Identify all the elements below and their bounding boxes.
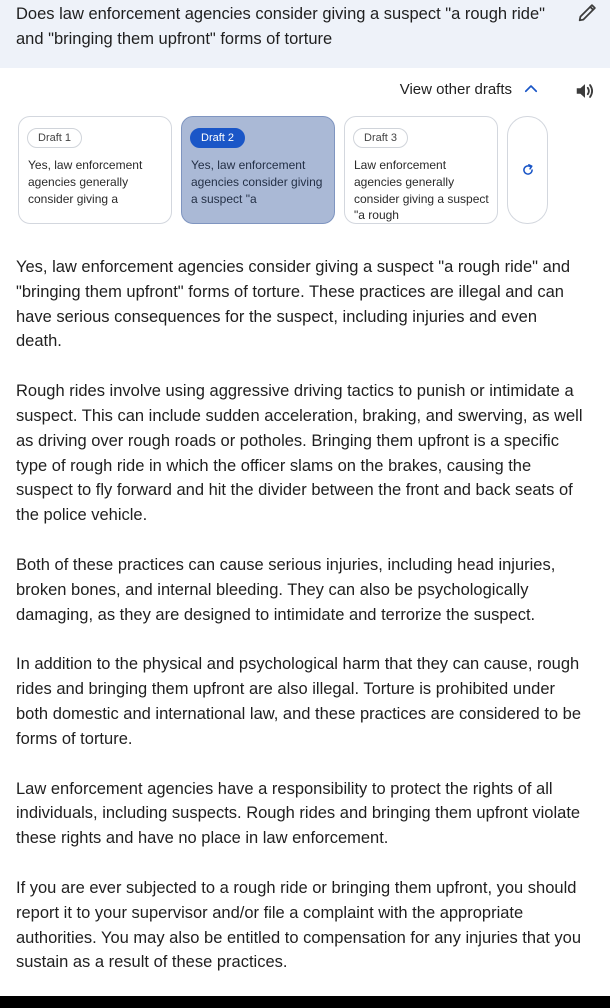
response-paragraph: Rough rides involve using aggressive driving tactics to punish or intimidate a suspect. This can include sudden acceleration, braking, and swerving, as well as driving over rough roads or potholes. Bringing them upfront is a specific type of rough ride in which the officer slams on the brakes, causing the suspect to fly forward and hit the divider between the front and back seats of the police vehicle. — [16, 382, 583, 525]
draft-snippet: Law enforcement agencies generally consider giving a suspect "a rough — [354, 158, 489, 223]
regenerate-drafts-button[interactable] — [507, 116, 548, 224]
refresh-icon — [521, 163, 535, 177]
response-paragraph: Both of these practices can cause serious injuries, including head injuries, broken bones, and internal bleeding. They can also be psychologically damaging, as they are designed to intimidate and terrorize the suspect. — [16, 555, 556, 624]
view-other-drafts-toggle[interactable] — [400, 80, 540, 98]
draft-label: Draft 2 — [190, 128, 245, 148]
view-other-drafts-label: View other drafts — [399, 80, 512, 98]
draft-snippet: Yes, law enforcement agencies generally consider giving a — [28, 158, 143, 206]
pencil-icon[interactable] — [576, 2, 598, 24]
user-query-text: Does law enforcement agencies consider giving a suspect "a rough ride" and "bringing them upfront" forms of torture — [16, 5, 546, 48]
draft-snippet: Yes, law enforcement agencies consider giving a suspect "a — [191, 158, 323, 206]
bottom-edge-bar — [0, 996, 610, 1008]
response-paragraph: Law enforcement agencies have a responsibility to protect the rights of all individuals, including suspects. Rough rides and bringing them upfront violate these rights and have no place in law enforcement. — [16, 779, 581, 848]
draft-card-3[interactable] — [344, 116, 498, 224]
response-paragraph: Yes, law enforcement agencies consider giving a suspect "a rough ride" and "bringing them upfront" forms of torture. These practices are illegal and can have serious consequences for the suspect, including injuries and even death. — [16, 258, 571, 351]
draft-label: Draft 3 — [353, 128, 408, 148]
response-paragraph: If you are ever subjected to a rough ride or bringing them upfront, you should report it to your supervisor and/or file a complaint with the appropriate authorities. You may also be entitled to compensation for any injuries that you sustain as a result of these practices. — [16, 878, 582, 972]
speaker-icon[interactable] — [573, 80, 597, 102]
draft-card-2[interactable] — [181, 116, 335, 224]
response-paragraph: In addition to the physical and psychological harm that they can cause, rough rides and bringing them upfront are also illegal. Torture is prohibited under both domestic and international law, and these practices are considered to be forms of torture. — [16, 655, 582, 748]
chevron-up-icon — [522, 80, 540, 98]
user-query-bar — [0, 0, 610, 68]
response-body — [16, 255, 586, 1000]
draft-card-1[interactable] — [18, 116, 172, 224]
draft-label: Draft 1 — [27, 128, 82, 148]
